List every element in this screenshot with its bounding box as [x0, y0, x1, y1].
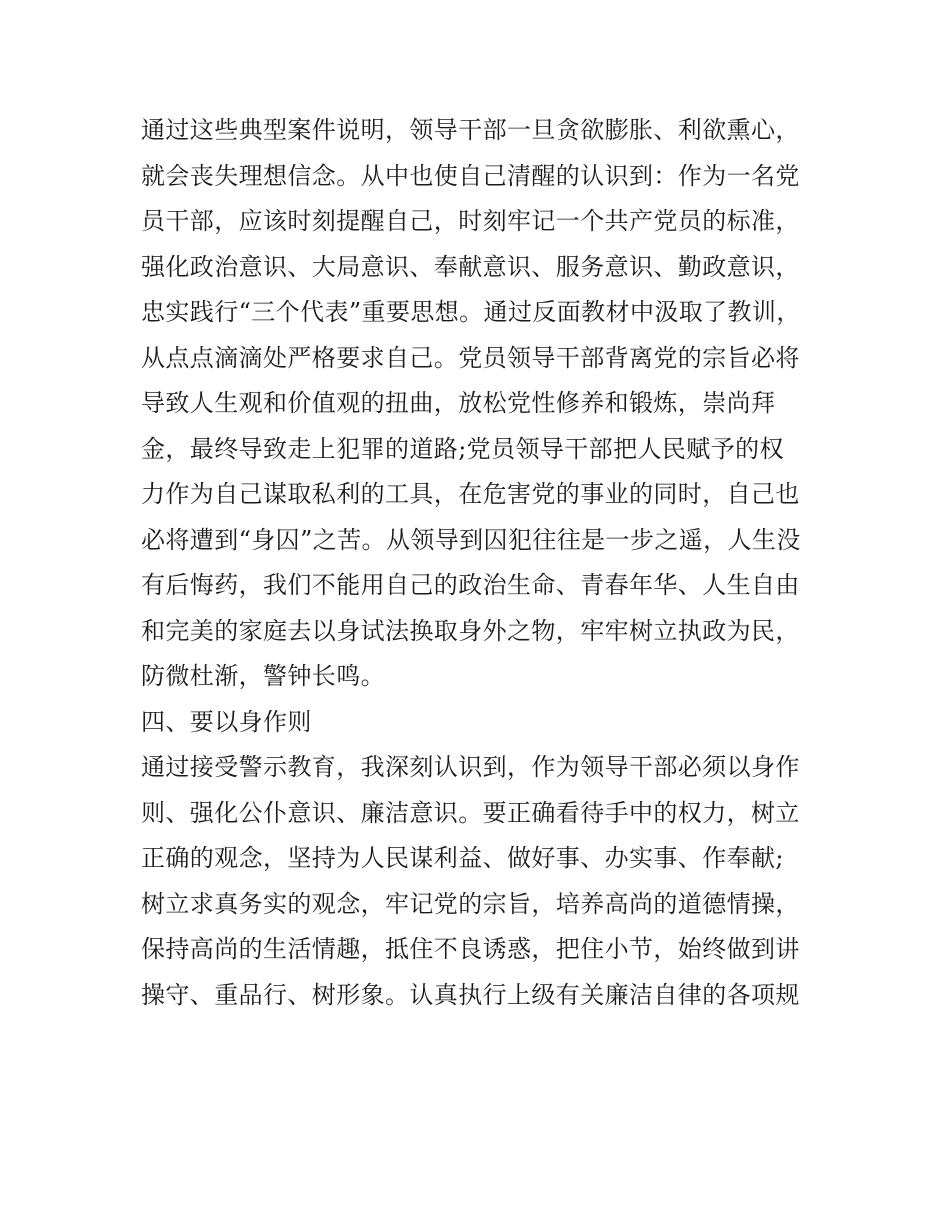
paragraph-line: 有后悔药，我们不能用自己的政治生命、青春年华、人生自由	[141, 571, 800, 599]
paragraph-line: 通过这些典型案件说明，领导干部一旦贪欲膨胀、利欲熏心，	[141, 116, 800, 144]
paragraph-line: 操守、重品行、树形象。认真执行上级有关廉洁自律的各项规	[141, 980, 800, 1009]
document-body	[141, 108, 821, 1018]
paragraph-line: 就会丧失理想信念。从中也使自己清醒的认识到：作为一名党	[141, 161, 800, 190]
paragraph-line: 力作为自己谋取私利的工具，在危害党的事业的同时，自己也	[141, 480, 800, 508]
paragraph-line: 导致人生观和价值观的扭曲，放松党性修养和锻炼，崇尚拜	[141, 389, 776, 417]
paragraph-line: 强化政治意识、大局意识、奉献意识、服务意识、勤政意识，	[141, 252, 800, 281]
paragraph-line: 通过接受警示教育，我深刻认识到，作为领导干部必须以身作	[141, 753, 800, 781]
paragraph-line: 防微杜渐，警钟长鸣。	[141, 662, 385, 690]
paragraph-line: 则、强化公仆意识、廉洁意识。要正确看待手中的权力，树立	[141, 798, 800, 827]
paragraph-line: 员干部，应该时刻提醒自己，时刻牢记一个共产党员的标准，	[141, 207, 800, 235]
paragraph-line: 忠实践行“三个代表”重要思想。通过反面教材中汲取了教训，	[141, 298, 801, 326]
paragraph-line: 保持高尚的生活情趣，抵住不良诱惑，把住小节，始终做到讲	[141, 935, 800, 963]
paragraph-line: 从点点滴滴处严格要求自己。党员领导干部背离党的宗旨必将	[141, 343, 800, 372]
paragraph-line: 树立求真务实的观念，牢记党的宗旨，培养高尚的道德情操，	[141, 889, 800, 918]
paragraph-line: 金，最终导致走上犯罪的道路;党员领导干部把人民赋予的权	[141, 434, 784, 463]
paragraph-line: 必将遭到“身囚”之苦。从领导到囚犯往往是一步之遥，人生没	[141, 525, 801, 554]
paragraph-line: 和完美的家庭去以身试法换取身外之物，牢牢树立执政为民，	[141, 616, 800, 645]
section-heading: 四、要以身作则	[141, 707, 312, 736]
paragraph-line: 正确的观念，坚持为人民谋利益、做好事、办实事、作奉献;	[141, 844, 784, 872]
